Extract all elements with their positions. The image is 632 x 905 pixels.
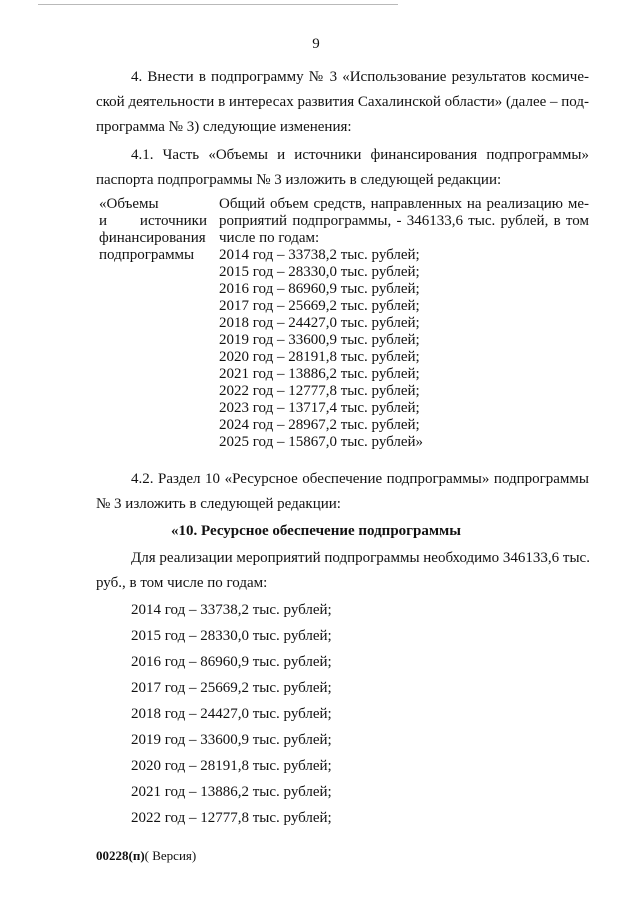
- year-line: 2021 год – 13886,2 тыс. рублей;: [131, 784, 332, 800]
- table-year-line: 2025 год – 15867,0 тыс. рублей»: [219, 434, 424, 450]
- table-year-line: 2021 год – 13886,2 тыс. рублей;: [219, 366, 420, 382]
- table-left-line: подпрограммы: [99, 247, 195, 263]
- year-line: 2019 год – 33600,9 тыс. рублей;: [131, 732, 332, 748]
- table-year-line: 2017 год – 25669,2 тыс. рублей;: [219, 298, 420, 314]
- document-version: ( Версия): [144, 848, 197, 863]
- year-line: 2014 год – 33738,2 тыс. рублей;: [131, 602, 332, 618]
- para4-line-3: программа № 3) следующие изменения:: [96, 119, 352, 135]
- year-line: 2016 год – 86960,9 тыс. рублей;: [131, 654, 332, 670]
- year-line: 2020 год – 28191,8 тыс. рублей;: [131, 758, 332, 774]
- para42-line-1: 4.2. Раздел 10 «Ресурсное обеспечение подпрограммы» подпрограммы: [131, 471, 589, 487]
- table-year-line: 2014 год – 33738,2 тыс. рублей;: [219, 247, 420, 263]
- table-year-line: 2022 год – 12777,8 тыс. рублей;: [219, 383, 420, 399]
- para42-line-2: № 3 изложить в следующей редакции:: [96, 496, 341, 512]
- table-left-line: «Объемы: [99, 196, 159, 212]
- table-year-line: 2024 год – 28967,2 тыс. рублей;: [219, 417, 420, 433]
- table-intro-line: Общий объем средств, направленных на реализацию ме-: [219, 196, 589, 212]
- para4-line-1: 4. Внести в подпрограмму № 3 «Использование результатов космиче-: [131, 69, 589, 85]
- year-line: 2015 год – 28330,0 тыс. рублей;: [131, 628, 332, 644]
- page-number: 9: [312, 36, 320, 52]
- resource-line-1: Для реализации мероприятий подпрограммы необходимо 346133,6 тыс.: [131, 550, 590, 566]
- section-heading: «10. Ресурсное обеспечение подпрограммы: [171, 523, 461, 539]
- scan-top-rule: [38, 4, 398, 5]
- table-left-column: [99, 196, 207, 264]
- para41-line-1: 4.1. Часть «Объемы и источники финансирования подпрограммы»: [131, 147, 589, 163]
- table-year-line: 2015 год – 28330,0 тыс. рублей;: [219, 264, 420, 280]
- document-footer: [96, 848, 196, 864]
- year-line: 2017 год – 25669,2 тыс. рублей;: [131, 680, 332, 696]
- year-line: 2022 год – 12777,8 тыс. рублей;: [131, 810, 332, 826]
- table-year-line: 2020 год – 28191,8 тыс. рублей;: [219, 349, 420, 365]
- table-left-line: и источники: [99, 213, 207, 229]
- table-year-line: 2019 год – 33600,9 тыс. рублей;: [219, 332, 420, 348]
- table-right-column: [219, 196, 589, 451]
- table-left-line: финансирования: [99, 230, 206, 246]
- document-code: 00228(п): [96, 848, 145, 863]
- year-line: 2018 год – 24427,0 тыс. рублей;: [131, 706, 332, 722]
- table-intro-line: числе по годам:: [219, 230, 320, 246]
- table-year-line: 2016 год – 86960,9 тыс. рублей;: [219, 281, 420, 297]
- table-year-line: 2023 год – 13717,4 тыс. рублей;: [219, 400, 420, 416]
- resource-line-2: руб., в том числе по годам:: [96, 575, 268, 591]
- para4-line-2: ской деятельности в интересах развития Сахалинской области» (далее – под-: [96, 94, 589, 110]
- para41-line-2: паспорта подпрограммы № 3 изложить в следующей редакции:: [96, 172, 502, 188]
- table-year-line: 2018 год – 24427,0 тыс. рублей;: [219, 315, 420, 331]
- table-intro-line: роприятий подпрограммы, - 346133,6 тыс. рублей, в том: [219, 213, 589, 229]
